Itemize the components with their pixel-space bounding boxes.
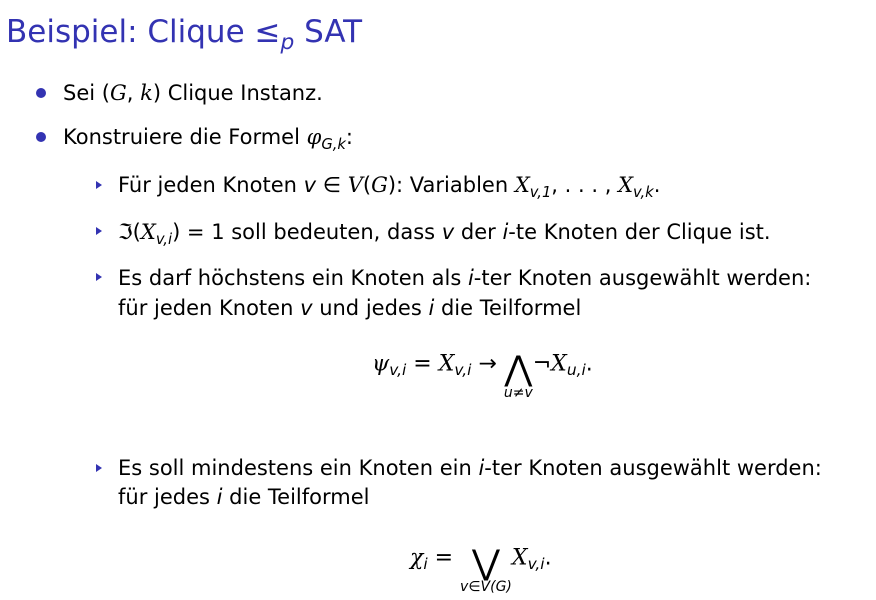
math-var: X	[511, 545, 528, 571]
math-var: X	[514, 173, 530, 197]
item-text: Es soll mindestens ein Knoten ein	[118, 456, 479, 480]
item-text: .	[653, 173, 661, 197]
math-subscript: i	[423, 554, 428, 573]
title-leq-sub: p	[280, 29, 295, 55]
math-var: i	[216, 485, 223, 509]
bullet-ball-icon	[36, 88, 46, 98]
sub-item-interpretation	[118, 219, 771, 248]
sub-item-at-most-one	[118, 265, 811, 291]
item-text: die Teilformel	[434, 296, 582, 320]
item-text: und jedes	[312, 296, 429, 320]
sub-item-at-most-one-line2	[118, 295, 581, 321]
math-var: i	[467, 266, 474, 290]
math-subscript: v,i	[527, 554, 545, 573]
arrow-bullet-icon	[96, 227, 102, 235]
math-var: φ	[306, 125, 322, 149]
item-text: (	[362, 173, 372, 197]
sub-item-variables	[118, 172, 661, 201]
math-var: χ	[410, 545, 424, 571]
math-op: .	[544, 545, 552, 571]
item-text: der	[454, 220, 503, 244]
math-var: i	[428, 296, 435, 320]
item-text: ) = 1 soll bedeuten, dass	[172, 220, 442, 244]
math-var: k	[140, 81, 153, 105]
math-var: X	[140, 220, 156, 244]
math-subscript: v,i	[155, 230, 173, 248]
big-or-limit: v∈V(G)	[460, 579, 512, 595]
item-text: Es darf höchstens ein Knoten als	[118, 266, 468, 290]
arrow-bullet-icon	[96, 464, 102, 472]
math-op: =	[406, 351, 439, 377]
math-op: →	[471, 351, 504, 377]
main-item-instance	[63, 80, 323, 106]
big-and-operator	[503, 349, 533, 401]
big-or-symbol: ⋁	[472, 543, 500, 583]
math-subscript: u,i	[566, 360, 586, 379]
item-text: für jeden Knoten	[118, 296, 301, 320]
big-and-symbol: ⋀	[504, 349, 533, 389]
math-subscript: v,i	[454, 360, 472, 379]
math-var: i	[478, 456, 485, 480]
sub-item-at-least-one-line2	[118, 484, 369, 510]
math-var: X	[618, 173, 634, 197]
math-subscript: v,k	[633, 183, 654, 201]
math-var: X	[438, 351, 455, 377]
math-subscript: v,1	[529, 183, 552, 201]
title-leq: ≤	[254, 14, 281, 50]
sub-item-at-least-one	[118, 455, 822, 481]
item-text: ) Clique Instanz.	[152, 81, 323, 105]
math-var: v	[303, 173, 317, 197]
item-text: -ter Knoten ausgewählt werden:	[484, 456, 822, 480]
item-text: -te Knoten der Clique ist.	[508, 220, 771, 244]
main-item-formula	[63, 124, 353, 153]
math-var: G	[109, 81, 127, 105]
item-text: ,	[126, 81, 141, 105]
formula-psi	[372, 340, 593, 401]
title-suffix: SAT	[294, 14, 363, 50]
big-or-operator	[460, 543, 512, 595]
arrow-bullet-icon	[96, 181, 102, 189]
title-prefix: Beispiel: Clique	[6, 14, 255, 50]
slide-title	[6, 14, 363, 55]
item-text: (	[132, 220, 141, 244]
math-var: ψ	[372, 351, 390, 377]
math-subscript: v,i	[389, 360, 407, 379]
arrow-bullet-icon	[96, 273, 102, 281]
math-op: .	[585, 351, 593, 377]
math-var: v	[441, 220, 455, 244]
item-text: , . . . ,	[551, 173, 619, 197]
item-text: :	[345, 125, 353, 149]
math-symbol: ℑ	[118, 220, 133, 244]
big-and-limit: u≠v	[503, 385, 533, 401]
item-text: ): Variablen	[387, 173, 515, 197]
math-subscript: G,k	[321, 135, 346, 153]
item-text: Sei (	[63, 81, 110, 105]
math-var: v	[300, 296, 313, 320]
math-var: X	[551, 351, 567, 377]
bullet-ball-icon	[36, 132, 46, 142]
item-text: Konstruiere die Formel	[63, 125, 307, 149]
math-var: i	[502, 220, 509, 244]
math-op: =	[427, 545, 461, 571]
item-text: -ter Knoten ausgewählt werden:	[473, 266, 812, 290]
formula-chi	[410, 534, 552, 595]
item-text: Für jeden Knoten	[118, 173, 304, 197]
item-text: für jedes	[118, 485, 217, 509]
math-op: ¬	[532, 351, 552, 377]
math-var: V	[347, 173, 363, 197]
item-text: ∈	[316, 173, 348, 197]
item-text: die Teilformel	[222, 485, 370, 509]
math-var: G	[371, 173, 388, 197]
